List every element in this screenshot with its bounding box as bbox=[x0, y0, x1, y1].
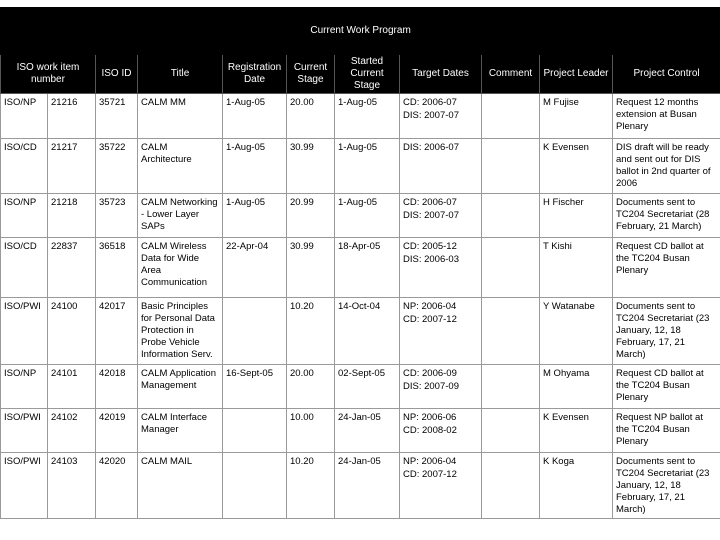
header-comment: Comment bbox=[482, 55, 540, 94]
cell-work-item-number: 24100 bbox=[48, 298, 96, 365]
table-row bbox=[1, 139, 720, 194]
cell-work-item-type: ISO/PWI bbox=[1, 409, 48, 453]
cell-current-stage: 30.99 bbox=[287, 238, 335, 298]
cell-iso-id: 35722 bbox=[96, 139, 138, 194]
target-date-line: DIS: 2007-09 bbox=[403, 380, 459, 392]
cell-target-dates bbox=[400, 238, 482, 298]
cell-project-control: Request NP ballot at the TC204 Busan Plenary bbox=[613, 409, 720, 453]
cell-work-item-number: 21216 bbox=[48, 94, 96, 139]
header-current-stage: Current Stage bbox=[287, 55, 335, 94]
cell-started-current-stage: 1-Aug-05 bbox=[335, 94, 400, 139]
cell-registration-date bbox=[223, 409, 287, 453]
table-row bbox=[1, 453, 720, 519]
cell-iso-id: 42018 bbox=[96, 365, 138, 409]
target-date-line: CD: 2005-12 bbox=[403, 241, 457, 252]
cell-started-current-stage: 02-Sept-05 bbox=[335, 365, 400, 409]
cell-started-current-stage: 18-Apr-05 bbox=[335, 238, 400, 298]
cell-work-item-type: ISO/NP bbox=[1, 194, 48, 238]
cell-work-item-type: ISO/CD bbox=[1, 238, 48, 298]
cell-work-item-type: ISO/NP bbox=[1, 365, 48, 409]
target-date-line: NP: 2006-04 bbox=[403, 456, 457, 467]
cell-current-stage: 10.00 bbox=[287, 409, 335, 453]
cell-target-dates bbox=[400, 409, 482, 453]
cell-current-stage: 20.00 bbox=[287, 94, 335, 139]
cell-work-item-number: 24102 bbox=[48, 409, 96, 453]
table-row bbox=[1, 194, 720, 238]
table-row bbox=[1, 238, 720, 298]
table-row bbox=[1, 365, 720, 409]
cell-work-item-number: 21217 bbox=[48, 139, 96, 194]
table-row bbox=[1, 94, 720, 139]
cell-comment bbox=[482, 238, 540, 298]
target-date-line: DIS: 2006-03 bbox=[403, 253, 459, 265]
cell-registration-date: 1-Aug-05 bbox=[223, 94, 287, 139]
header-target-dates: Target Dates bbox=[400, 55, 482, 94]
target-date-line: NP: 2006-04 bbox=[403, 301, 457, 312]
cell-registration-date: 16-Sept-05 bbox=[223, 365, 287, 409]
cell-started-current-stage: 1-Aug-05 bbox=[335, 139, 400, 194]
table-row bbox=[1, 409, 720, 453]
cell-started-current-stage: 24-Jan-05 bbox=[335, 453, 400, 519]
cell-title: CALM Interface Manager bbox=[138, 409, 223, 453]
cell-started-current-stage: 24-Jan-05 bbox=[335, 409, 400, 453]
work-program-table bbox=[0, 7, 720, 519]
cell-comment bbox=[482, 94, 540, 139]
header-title: Title bbox=[138, 55, 223, 94]
cell-iso-id: 42019 bbox=[96, 409, 138, 453]
cell-comment bbox=[482, 298, 540, 365]
cell-target-dates bbox=[400, 94, 482, 139]
cell-project-leader: K Evensen bbox=[540, 139, 613, 194]
cell-current-stage: 30.99 bbox=[287, 139, 335, 194]
table-title: Current Work Program bbox=[1, 8, 720, 55]
cell-iso-id: 35721 bbox=[96, 94, 138, 139]
cell-title: CALM Architecture bbox=[138, 139, 223, 194]
cell-started-current-stage: 14-Oct-04 bbox=[335, 298, 400, 365]
cell-target-dates bbox=[400, 139, 482, 194]
cell-project-control: Documents sent to TC204 Secretariat (23 January, 12, 18 February, 17, 21 March) bbox=[613, 453, 720, 519]
target-date-line: DIS: 2006-07 bbox=[403, 142, 459, 153]
cell-project-leader: K Evensen bbox=[540, 409, 613, 453]
cell-project-leader: M Fujise bbox=[540, 94, 613, 139]
cell-iso-id: 42020 bbox=[96, 453, 138, 519]
cell-current-stage: 20.99 bbox=[287, 194, 335, 238]
cell-work-item-type: ISO/PWI bbox=[1, 453, 48, 519]
cell-title: CALM Application Management bbox=[138, 365, 223, 409]
header-started-current-stage: Started Current Stage bbox=[335, 55, 400, 94]
cell-project-control: Documents sent to TC204 Secretariat (23 January, 12, 18 February, 17, 21 March) bbox=[613, 298, 720, 365]
cell-project-control: Request 12 months extension at Busan Plenary bbox=[613, 94, 720, 139]
cell-title: CALM Networking - Lower Layer SAPs bbox=[138, 194, 223, 238]
cell-project-leader: H Fischer bbox=[540, 194, 613, 238]
target-date-line: DIS: 2007-07 bbox=[403, 209, 459, 221]
cell-work-item-number: 24101 bbox=[48, 365, 96, 409]
cell-project-leader: K Koga bbox=[540, 453, 613, 519]
cell-target-dates bbox=[400, 365, 482, 409]
cell-project-control: Request CD ballot at the TC204 Busan Plenary bbox=[613, 365, 720, 409]
cell-project-control: Request CD ballot at the TC204 Busan Plenary bbox=[613, 238, 720, 298]
cell-comment bbox=[482, 453, 540, 519]
cell-registration-date: 1-Aug-05 bbox=[223, 194, 287, 238]
cell-target-dates bbox=[400, 298, 482, 365]
cell-current-stage: 10.20 bbox=[287, 298, 335, 365]
target-date-line: NP: 2006-06 bbox=[403, 412, 457, 423]
target-date-line: CD: 2006-09 bbox=[403, 368, 457, 379]
target-date-line: CD: 2007-12 bbox=[403, 313, 457, 325]
cell-work-item-number: 21218 bbox=[48, 194, 96, 238]
cell-registration-date: 1-Aug-05 bbox=[223, 139, 287, 194]
cell-started-current-stage: 1-Aug-05 bbox=[335, 194, 400, 238]
cell-target-dates bbox=[400, 453, 482, 519]
cell-registration-date bbox=[223, 298, 287, 365]
cell-project-leader: M Ohyama bbox=[540, 365, 613, 409]
header-project-leader: Project Leader bbox=[540, 55, 613, 94]
cell-comment bbox=[482, 365, 540, 409]
target-date-line: CD: 2006-07 bbox=[403, 97, 457, 108]
cell-project-control: Documents sent to TC204 Secretariat (28 February, 21 March) bbox=[613, 194, 720, 238]
cell-work-item-number: 24103 bbox=[48, 453, 96, 519]
cell-title: CALM MM bbox=[138, 94, 223, 139]
cell-project-leader: Y Watanabe bbox=[540, 298, 613, 365]
header-iso-work-item-number: ISO work item number bbox=[1, 55, 96, 94]
header-project-control: Project Control bbox=[613, 55, 720, 94]
cell-iso-id: 36518 bbox=[96, 238, 138, 298]
target-date-line: DIS: 2007-07 bbox=[403, 109, 459, 121]
cell-title: CALM Wireless Data for Wide Area Communication bbox=[138, 238, 223, 298]
header-registration-date: Registration Date bbox=[223, 55, 287, 94]
table-row bbox=[1, 298, 720, 365]
cell-iso-id: 35723 bbox=[96, 194, 138, 238]
cell-comment bbox=[482, 409, 540, 453]
cell-work-item-type: ISO/PWI bbox=[1, 298, 48, 365]
cell-iso-id: 42017 bbox=[96, 298, 138, 365]
cell-work-item-type: ISO/NP bbox=[1, 94, 48, 139]
cell-title: CALM MAIL bbox=[138, 453, 223, 519]
cell-comment bbox=[482, 139, 540, 194]
cell-project-control: DIS draft will be ready and sent out for DIS ballot in 2nd quarter of 2006 bbox=[613, 139, 720, 194]
cell-current-stage: 10.20 bbox=[287, 453, 335, 519]
cell-target-dates bbox=[400, 194, 482, 238]
cell-comment bbox=[482, 194, 540, 238]
target-date-line: CD: 2007-12 bbox=[403, 468, 457, 480]
cell-current-stage: 20.00 bbox=[287, 365, 335, 409]
target-date-line: CD: 2006-07 bbox=[403, 197, 457, 208]
header-iso-id: ISO ID bbox=[96, 55, 138, 94]
cell-work-item-number: 22837 bbox=[48, 238, 96, 298]
target-date-line: CD: 2008-02 bbox=[403, 424, 457, 436]
cell-title: Basic Principles for Personal Data Protection in Probe Vehicle Information Serv. bbox=[138, 298, 223, 365]
cell-registration-date: 22-Apr-04 bbox=[223, 238, 287, 298]
cell-work-item-type: ISO/CD bbox=[1, 139, 48, 194]
cell-registration-date bbox=[223, 453, 287, 519]
cell-project-leader: T Kishi bbox=[540, 238, 613, 298]
